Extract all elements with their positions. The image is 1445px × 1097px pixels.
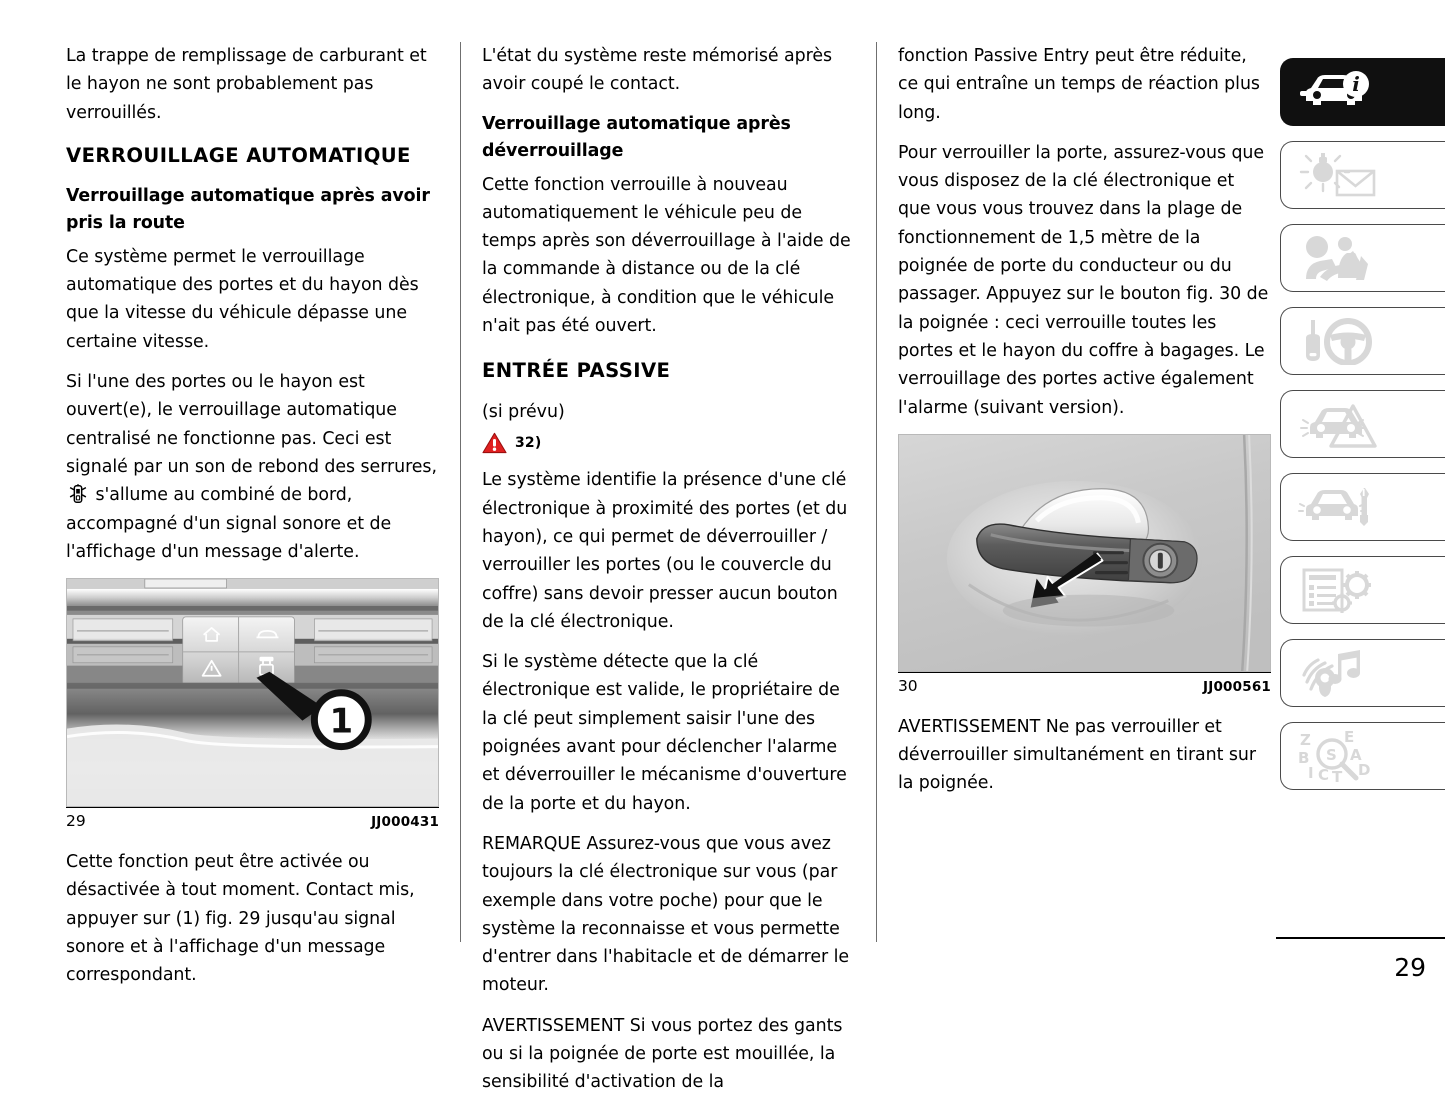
door-handle-photo bbox=[899, 435, 1270, 672]
paragraph: Cette fonction peut être activée ou désactivée à tout moment. Contact mis, appuyer sur (1) fig. 29 jusqu'au signal sonore et à l'affichage d'un message correspondant. bbox=[66, 852, 415, 986]
figure-30-caption bbox=[898, 672, 1271, 697]
figure-29 bbox=[66, 578, 439, 832]
svg-text:E: E bbox=[1344, 730, 1355, 746]
column-divider-2 bbox=[855, 42, 898, 942]
warning-reference-number: 32) bbox=[514, 435, 542, 452]
emergency-car-triangle-icon bbox=[1298, 400, 1378, 448]
page-number: 29 bbox=[1394, 953, 1426, 982]
column-1 bbox=[66, 42, 440, 986]
svg-text:A: A bbox=[1350, 746, 1362, 764]
tab-multimedia[interactable] bbox=[1280, 639, 1445, 707]
paragraph-text-after-icon: s'allume au combiné de bord, accompagné d'un signal sonore et de l'affichage d'un message d'alerte. bbox=[66, 485, 392, 562]
car-info-icon bbox=[1298, 71, 1376, 113]
folio-rule bbox=[1276, 937, 1445, 939]
multimedia-music-icon bbox=[1298, 649, 1374, 697]
figure-29-number: 29 bbox=[66, 812, 86, 831]
figure-30 bbox=[898, 434, 1271, 697]
tab-demarrage-et-conduite[interactable] bbox=[1280, 307, 1445, 375]
svg-text:D: D bbox=[1358, 761, 1371, 779]
figure-30-image bbox=[898, 434, 1271, 672]
svg-text:i: i bbox=[1352, 72, 1360, 96]
subheading-apres-deverrouillage: Verrouillage automatique après déverrouillage bbox=[481, 113, 791, 161]
warning-triangle-icon bbox=[482, 432, 507, 454]
paragraph-avertissement: AVERTISSEMENT Ne pas verrouiller et déverrouiller simultanément en tirant sur la poignée. bbox=[897, 716, 1256, 794]
tab-temoins-et-messages[interactable] bbox=[1280, 141, 1445, 209]
svg-text:S: S bbox=[1326, 746, 1337, 764]
subheading-apres-avoir-pris-la-route: Verrouillage automatique après avoir pris la route bbox=[66, 185, 430, 233]
figure-30-number: 30 bbox=[897, 676, 918, 695]
chapter-tabs-sidebar bbox=[1280, 58, 1445, 805]
three-column-text-area bbox=[66, 42, 1272, 1093]
paragraph-with-inline-icon bbox=[66, 368, 439, 566]
tab-connaissance-du-vehicule[interactable] bbox=[1280, 58, 1445, 126]
paragraph: fonction Passive Entry peut être réduite, ce qui entraîne un temps de réaction plus long. bbox=[897, 46, 1260, 123]
paragraph-remarque: REMARQUE Assurez-vous que vous avez toujours la clé électronique sur vous (par exemple dans votre poche) pour que le système la reconnaisse et vous permette d'entrer dans l'habitacle et de démarrer le moteur. bbox=[481, 833, 850, 996]
tab-entretien-et-soin[interactable] bbox=[1280, 473, 1445, 541]
figure-29-code: JJ000431 bbox=[371, 814, 440, 831]
airbag-seatbelt-icon bbox=[1298, 234, 1374, 282]
specs-gears-icon bbox=[1298, 566, 1376, 614]
paragraph: La trappe de remplissage de carburant et le hayon ne sont probablement pas verrouillés. bbox=[66, 46, 427, 123]
tab-en-cas-d-urgence[interactable] bbox=[1280, 390, 1445, 458]
svg-text:1: 1 bbox=[329, 701, 354, 741]
car-doors-open-icon bbox=[67, 483, 89, 505]
svg-text:C: C bbox=[1318, 766, 1330, 782]
svg-text:B: B bbox=[1298, 749, 1310, 767]
section-note-si-prevu: (si prévu) bbox=[481, 402, 565, 423]
svg-text:Z: Z bbox=[1300, 731, 1311, 749]
section-heading-entree-passive: ENTRÉE PASSIVE bbox=[481, 359, 671, 383]
tab-caracteristiques-techniques[interactable] bbox=[1280, 556, 1445, 624]
column-2 bbox=[481, 42, 855, 1093]
car-wrench-icon bbox=[1298, 484, 1376, 530]
paragraph-text-before-icon: Si l'une des portes ou le hayon est ouvert(e), le verrouillage automatique centralisé ne fonctionne pas. Ceci est signalé par un son de rebond des serrures, bbox=[66, 372, 437, 477]
figure-30-code: JJ000561 bbox=[1203, 678, 1272, 695]
figure-29-image bbox=[66, 578, 439, 807]
key-steering-wheel-icon bbox=[1298, 317, 1374, 365]
svg-text:I: I bbox=[1308, 764, 1314, 782]
paragraph: L'état du système reste mémorisé après avoir coupé le contact. bbox=[481, 46, 833, 95]
tab-index-alphabetique[interactable] bbox=[1280, 722, 1445, 790]
paragraph: Ce système permet le verrouillage automatique des portes et du hayon dès que la vitesse du véhicule dépasse une certaine vitesse. bbox=[66, 246, 419, 352]
paragraph-avertissement: AVERTISSEMENT Si vous portez des gants ou si la poignée de porte est mouillée, la sensibilité d'activation de la bbox=[481, 1015, 843, 1093]
column-3 bbox=[898, 42, 1271, 942]
section-heading-verrouillage-automatique: VERROUILLAGE AUTOMATIQUE bbox=[66, 143, 411, 167]
center-console-photo bbox=[67, 579, 438, 807]
warning-light-mail-icon bbox=[1298, 151, 1378, 199]
figure-29-caption bbox=[66, 807, 439, 832]
paragraph: Si le système détecte que la clé électronique est valide, le propriétaire de la clé peut simplement saisir l'une des poignées avant pour déclencher l'alarme et déverrouiller le mécanisme d'ouverture de la porte et du hayon. bbox=[481, 652, 847, 814]
paragraph: Cette fonction verrouille à nouveau automatiquement le véhicule peu de temps après son déverrouillage à l'aide de la commande à distance ou de la clé électronique, à condition que le véhicule n'ait pas été ouvert. bbox=[481, 174, 851, 337]
warning-reference bbox=[482, 430, 855, 456]
alphabetical-index-icon bbox=[1298, 730, 1382, 782]
paragraph: Le système identifie la présence d'une clé électronique à proximité des portes (et du hayon), ce qui permet de déverrouiller / verrouiller les portes (ou le couvercle du coffre) sans devoir presser aucun bouton de la clé électronique. bbox=[481, 470, 848, 632]
svg-text:T: T bbox=[1332, 768, 1343, 782]
paragraph: Pour verrouiller la porte, assurez-vous que vous disposez de la clé électronique et que vous vous trouvez dans la plage de fonctionnement de 1,5 mètre de la poignée de porte du conducteur ou du passager. Appuyez sur le bouton fig. 30 de la poignée : ceci verrouille toutes les portes et le hayon du coffre à bagages. Le verrouillage des portes active également l'alarme (suivant version). bbox=[897, 142, 1269, 418]
tab-securite[interactable] bbox=[1280, 224, 1445, 292]
column-divider-1 bbox=[439, 42, 482, 942]
